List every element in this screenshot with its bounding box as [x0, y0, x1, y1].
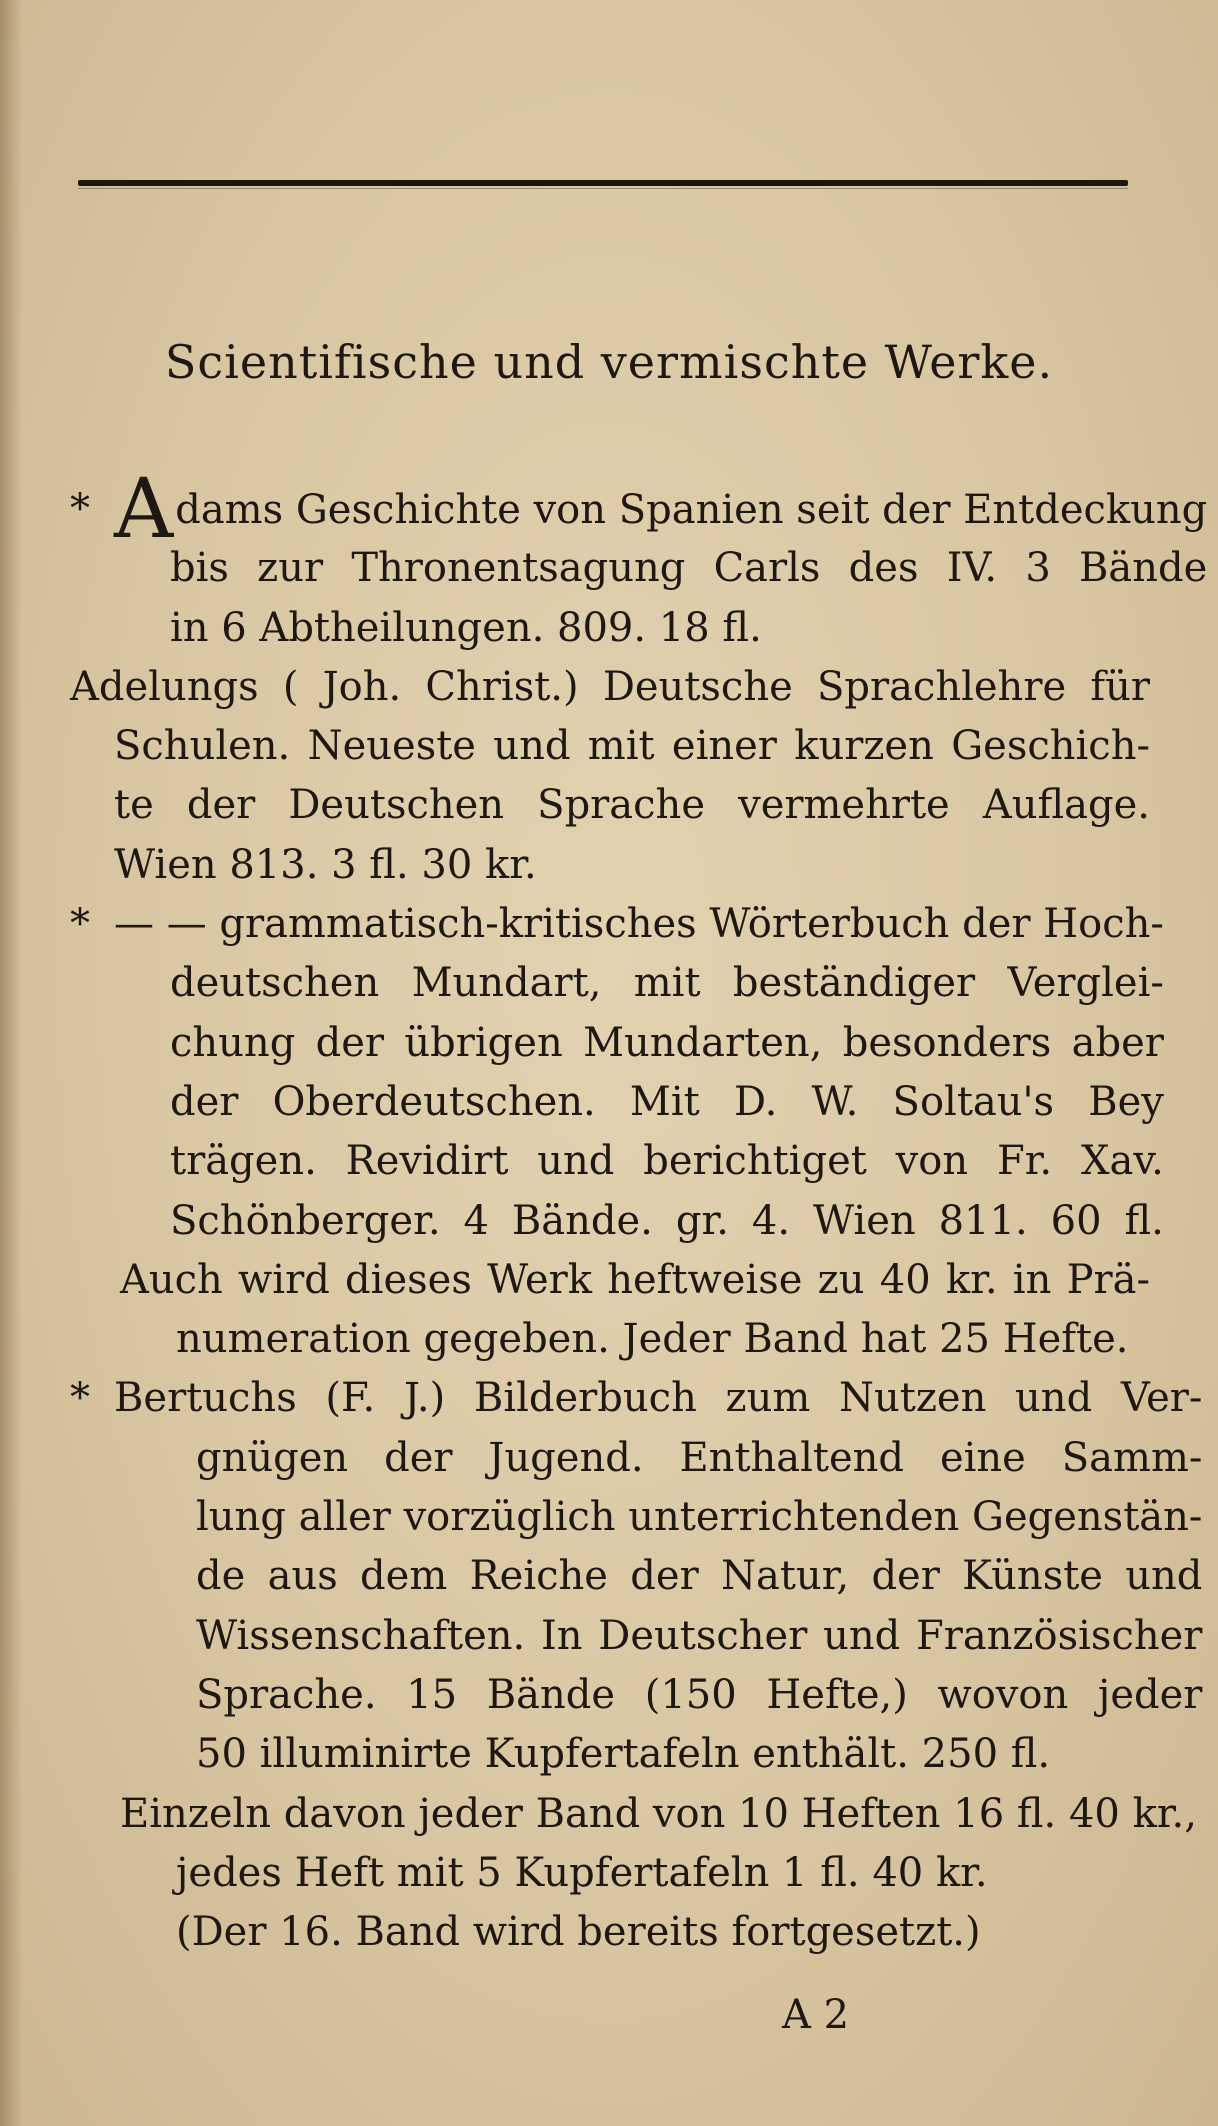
entry-line: Wien 813. 3 fl. 30 kr. — [114, 841, 537, 888]
catalog-body — [70, 462, 1208, 1962]
asterisk-marker: * — [70, 486, 90, 532]
entry-line: deutschen Mundart, mit beständiger Verglei- — [170, 960, 1164, 1007]
entry-line: numeration gegeben. Jeder Band hat 25 Hefte. — [176, 1316, 1129, 1363]
entry-line: 50 illuminirte Kupfertafeln enthält. 250 fl. — [196, 1731, 1051, 1778]
asterisk-marker: * — [70, 1375, 90, 1422]
entry-line: bis zur Thronentsagung Carls des IV. 3 Bände — [170, 545, 1208, 592]
entry-line: te der Deutschen Sprache vermehrte Auflage. — [114, 782, 1150, 829]
entry-line: chung der übrigen Mundarten, besonders aber — [170, 1019, 1164, 1066]
entry-line: jedes Heft mit 5 Kupfertafeln 1 fl. 40 kr. — [176, 1849, 988, 1896]
section-heading: Scientifische und vermischte Werke. — [164, 335, 1054, 389]
entry-line: Auch wird dieses Werk heftweise zu 40 kr. in Prä- — [120, 1256, 1150, 1303]
entry-line: de aus dem Reiche der Natur, der Künste und — [196, 1553, 1203, 1600]
entry-line: trägen. Revidirt und berichtiget von Fr. Xav. — [170, 1138, 1164, 1185]
catalog-entry-adams — [70, 462, 1208, 658]
entry-line: Schönberger. 4 Bände. gr. 4. Wien 811. 60 fl. — [170, 1197, 1164, 1244]
entry-line: lung aller vorzüglich unterrichtenden Gegenstän- — [196, 1494, 1203, 1541]
catalog-entry-adelung-woerterbuch — [70, 895, 1164, 1251]
catalog-note-einzeln — [70, 1785, 1197, 1963]
entry-line: Wissenschaften. In Deutscher und Französischer — [196, 1612, 1203, 1659]
entry-line: Einzeln davon jeder Band von 10 Heften 16 fl. 40 kr., — [120, 1790, 1197, 1837]
catalog-note-pranumeration — [70, 1251, 1150, 1370]
entry-line: — — grammatisch-kritisches Wörterbuch der Hoch- — [114, 901, 1164, 948]
entry-line: (Der 16. Band wird bereits fortgesetzt.) — [176, 1909, 981, 1956]
catalog-entry-bertuch-bilderbuch — [70, 1369, 1203, 1784]
page-edge-shadow — [0, 0, 22, 2126]
entry-line: der Oberdeutschen. Mit D. W. Soltau's Bey — [170, 1078, 1164, 1125]
asterisk-marker: * — [70, 901, 90, 948]
drop-cap: A — [114, 462, 174, 557]
entry-line: gnügen der Jugend. Enthaltend eine Samm- — [196, 1434, 1203, 1481]
signature-mark: A 2 — [782, 1992, 850, 2038]
entry-line: Schulen. Neueste und mit einer kurzen Geschich- — [114, 723, 1150, 770]
entry-line: Bertuchs (F. J.) Bilderbuch zum Nutzen und Ver- — [114, 1375, 1203, 1422]
entry-line: Adelungs ( Joh. Christ.) Deutsche Sprachlehre für — [70, 663, 1150, 710]
entry-line: Adams Geschichte von Spanien seit der Entdeckung — [114, 462, 1208, 557]
catalog-entry-adelung-sprachlehre — [26, 658, 1150, 895]
entry-line: Sprache. 15 Bände (150 Hefte,) wovon jeder — [196, 1671, 1203, 1718]
entry-line: in 6 Abtheilungen. 809. 18 fl. — [170, 604, 762, 651]
header-rule — [78, 180, 1128, 186]
